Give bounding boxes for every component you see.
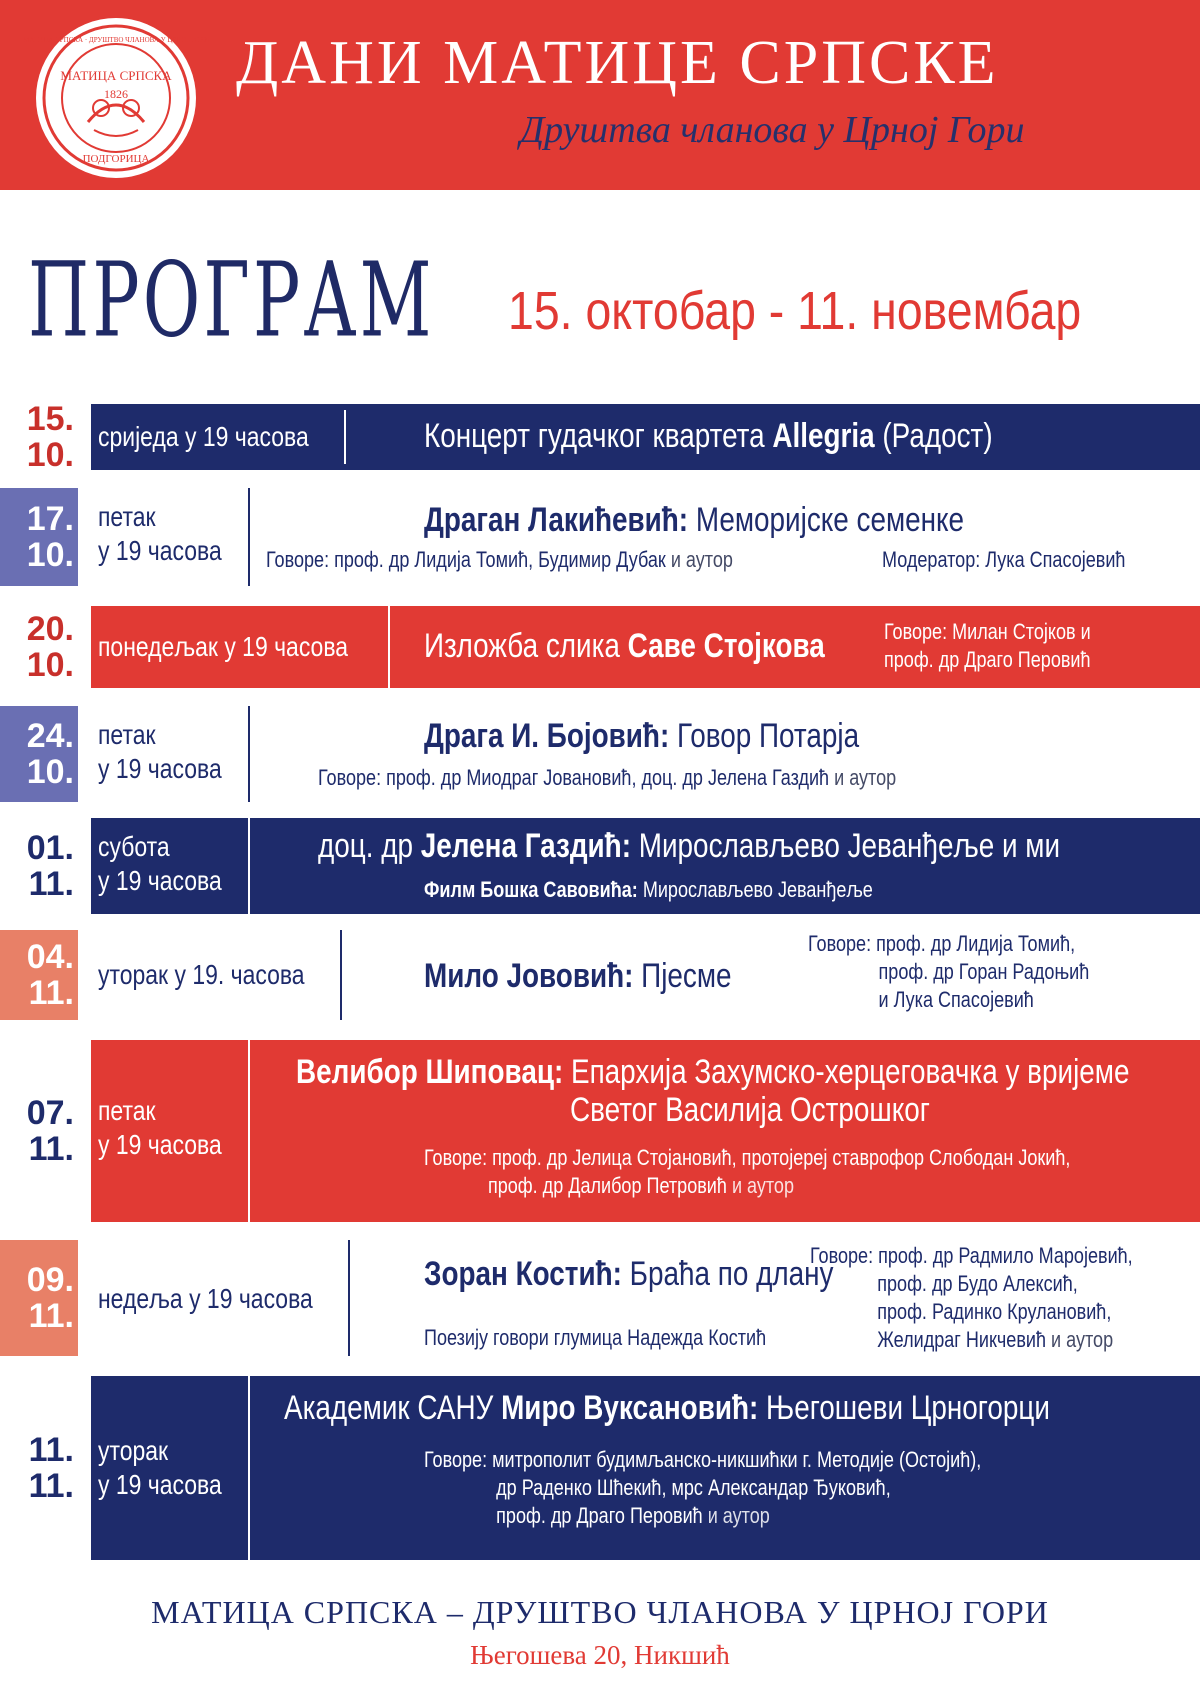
- event-date: 17. 10.: [0, 488, 78, 586]
- event-title: Зоран Костић: Браћа по длану: [424, 1255, 834, 1293]
- event-title: Велибор Шиповац: Епархија Захумско-херцеговачка у вријеме: [296, 1053, 1130, 1091]
- header-title: ДАНИ МАТИЦЕ СРПСКЕ: [236, 29, 999, 97]
- event-row: [0, 1376, 1200, 1560]
- event-speakers: Говоре: проф. др Радмило Маројевић, проф. др Будо Алексић, проф. Радинко Крулановић, Желидраг Никчевић и аутор: [810, 1243, 1133, 1352]
- event-row: [0, 1240, 1200, 1356]
- event-speakers: Говоре: митрополит будимљанско-никшићки г. Методије (Остојић), др Раденко Шћекић, мрс Александар Ђуковић, проф. др Драго Перовић и аутор: [424, 1447, 982, 1528]
- header-subtitle: Друштва чланова у Црној Гори: [520, 109, 1025, 151]
- event-speakers: Говоре: проф. др Лидија Томић, Будимир Дубак и аутор: [266, 547, 733, 572]
- event-time: петак у 19 часова: [98, 501, 222, 566]
- event-time: петак у 19 часова: [98, 719, 222, 784]
- event-title: Изложба слика Саве Стојкова: [424, 627, 825, 665]
- footer-organization: МАТИЦА СРПСКА – ДРУШТВО ЧЛАНОВА У ЦРНОЈ ГОРИ: [151, 1594, 1049, 1630]
- svg-text:МАТИЦА СРПСКА · ДРУШТВО ЧЛАНОВ: МАТИЦА СРПСКА · ДРУШТВО ЧЛАНОВА У ЦРНОЈ ГОРИ: [23, 36, 209, 44]
- event-date: 04. 11.: [0, 930, 78, 1020]
- event-row: [0, 400, 1200, 474]
- event-title: Концерт гудачког квартета Allegria (Радост): [424, 417, 993, 455]
- event-row: [0, 930, 1200, 1020]
- event-time: петак у 19 часова: [98, 1095, 222, 1160]
- event-time: субота у 19 часова: [98, 831, 222, 896]
- header-banner: [0, 0, 1200, 190]
- event-title: Драган Лакићевић: Меморијске семенке: [424, 501, 965, 539]
- event-speakers: Говоре: проф. др Лидија Томић, проф. др Горан Радоњић и Лука Спасојевић: [808, 931, 1090, 1012]
- event-row: [0, 818, 1200, 914]
- event-title-line2: Светог Василија Острошког: [570, 1091, 930, 1129]
- event-speakers: Говоре: Милан Стојков и проф. др Драго Перовић: [884, 619, 1091, 672]
- program-heading: ПРОГРАМ: [28, 240, 435, 361]
- event-time: уторак у 19. часова: [98, 959, 305, 990]
- event-date: 01. 11.: [26, 829, 74, 903]
- date-range: 15. oктобар - 11. новембар: [508, 281, 1082, 341]
- event-date: 15. 10.: [26, 400, 74, 474]
- event-speakers: Говоре: проф. др Миодраг Јовановић, доц. др Јелена Газдић и аутор: [318, 765, 897, 790]
- event-date: 24. 10.: [0, 706, 78, 802]
- event-title: Мило Јововић: Пјесме: [424, 957, 732, 995]
- event-title: Академик САНУ Миро Вуксановић: Његошеви Црногорци: [284, 1389, 1050, 1427]
- event-film: Филм Бошка Савовића: Мирослављево Јеванђеље: [424, 877, 873, 902]
- svg-text:ПОДГОРИЦА: ПОДГОРИЦА: [82, 153, 150, 165]
- svg-text:МАТИЦА СРПСКА: МАТИЦА СРПСКА: [60, 68, 172, 83]
- event-date: 11. 11.: [28, 1431, 74, 1505]
- event-date: 20. 10.: [26, 610, 74, 684]
- event-title: Драга И. Бојовић: Говор Потарја: [424, 717, 860, 755]
- event-time: понедељак у 19 часова: [98, 631, 349, 662]
- event-date: 09. 11.: [0, 1240, 78, 1356]
- event-row: [0, 1040, 1200, 1222]
- event-time: уторак у 19 часова: [98, 1435, 222, 1500]
- svg-text:1826: 1826: [104, 87, 128, 101]
- event-row: [0, 606, 1200, 688]
- event-time: недеља у 19 часова: [98, 1283, 313, 1314]
- event-row: [0, 488, 1200, 586]
- event-date: 07. 11.: [26, 1094, 74, 1168]
- event-speakers: Говоре: проф. др Јелица Стојановић, протојереј ставрофор Слободан Јокић, проф. др Далибор Петровић и аутор: [424, 1145, 1071, 1198]
- matica-srpska-seal-icon: [23, 18, 209, 178]
- footer-address: Његошева 20, Никшић: [470, 1640, 730, 1670]
- event-row: [0, 706, 1200, 802]
- event-time: сриједа у 19 часова: [98, 421, 309, 452]
- event-poetry: Поезију говори глумица Надежда Костић: [424, 1325, 767, 1350]
- event-title: доц. др Јелена Газдић: Мирослављево Јеванђеље и ми: [318, 827, 1061, 865]
- event-moderator: Модератор: Лука Спасојевић: [882, 547, 1126, 572]
